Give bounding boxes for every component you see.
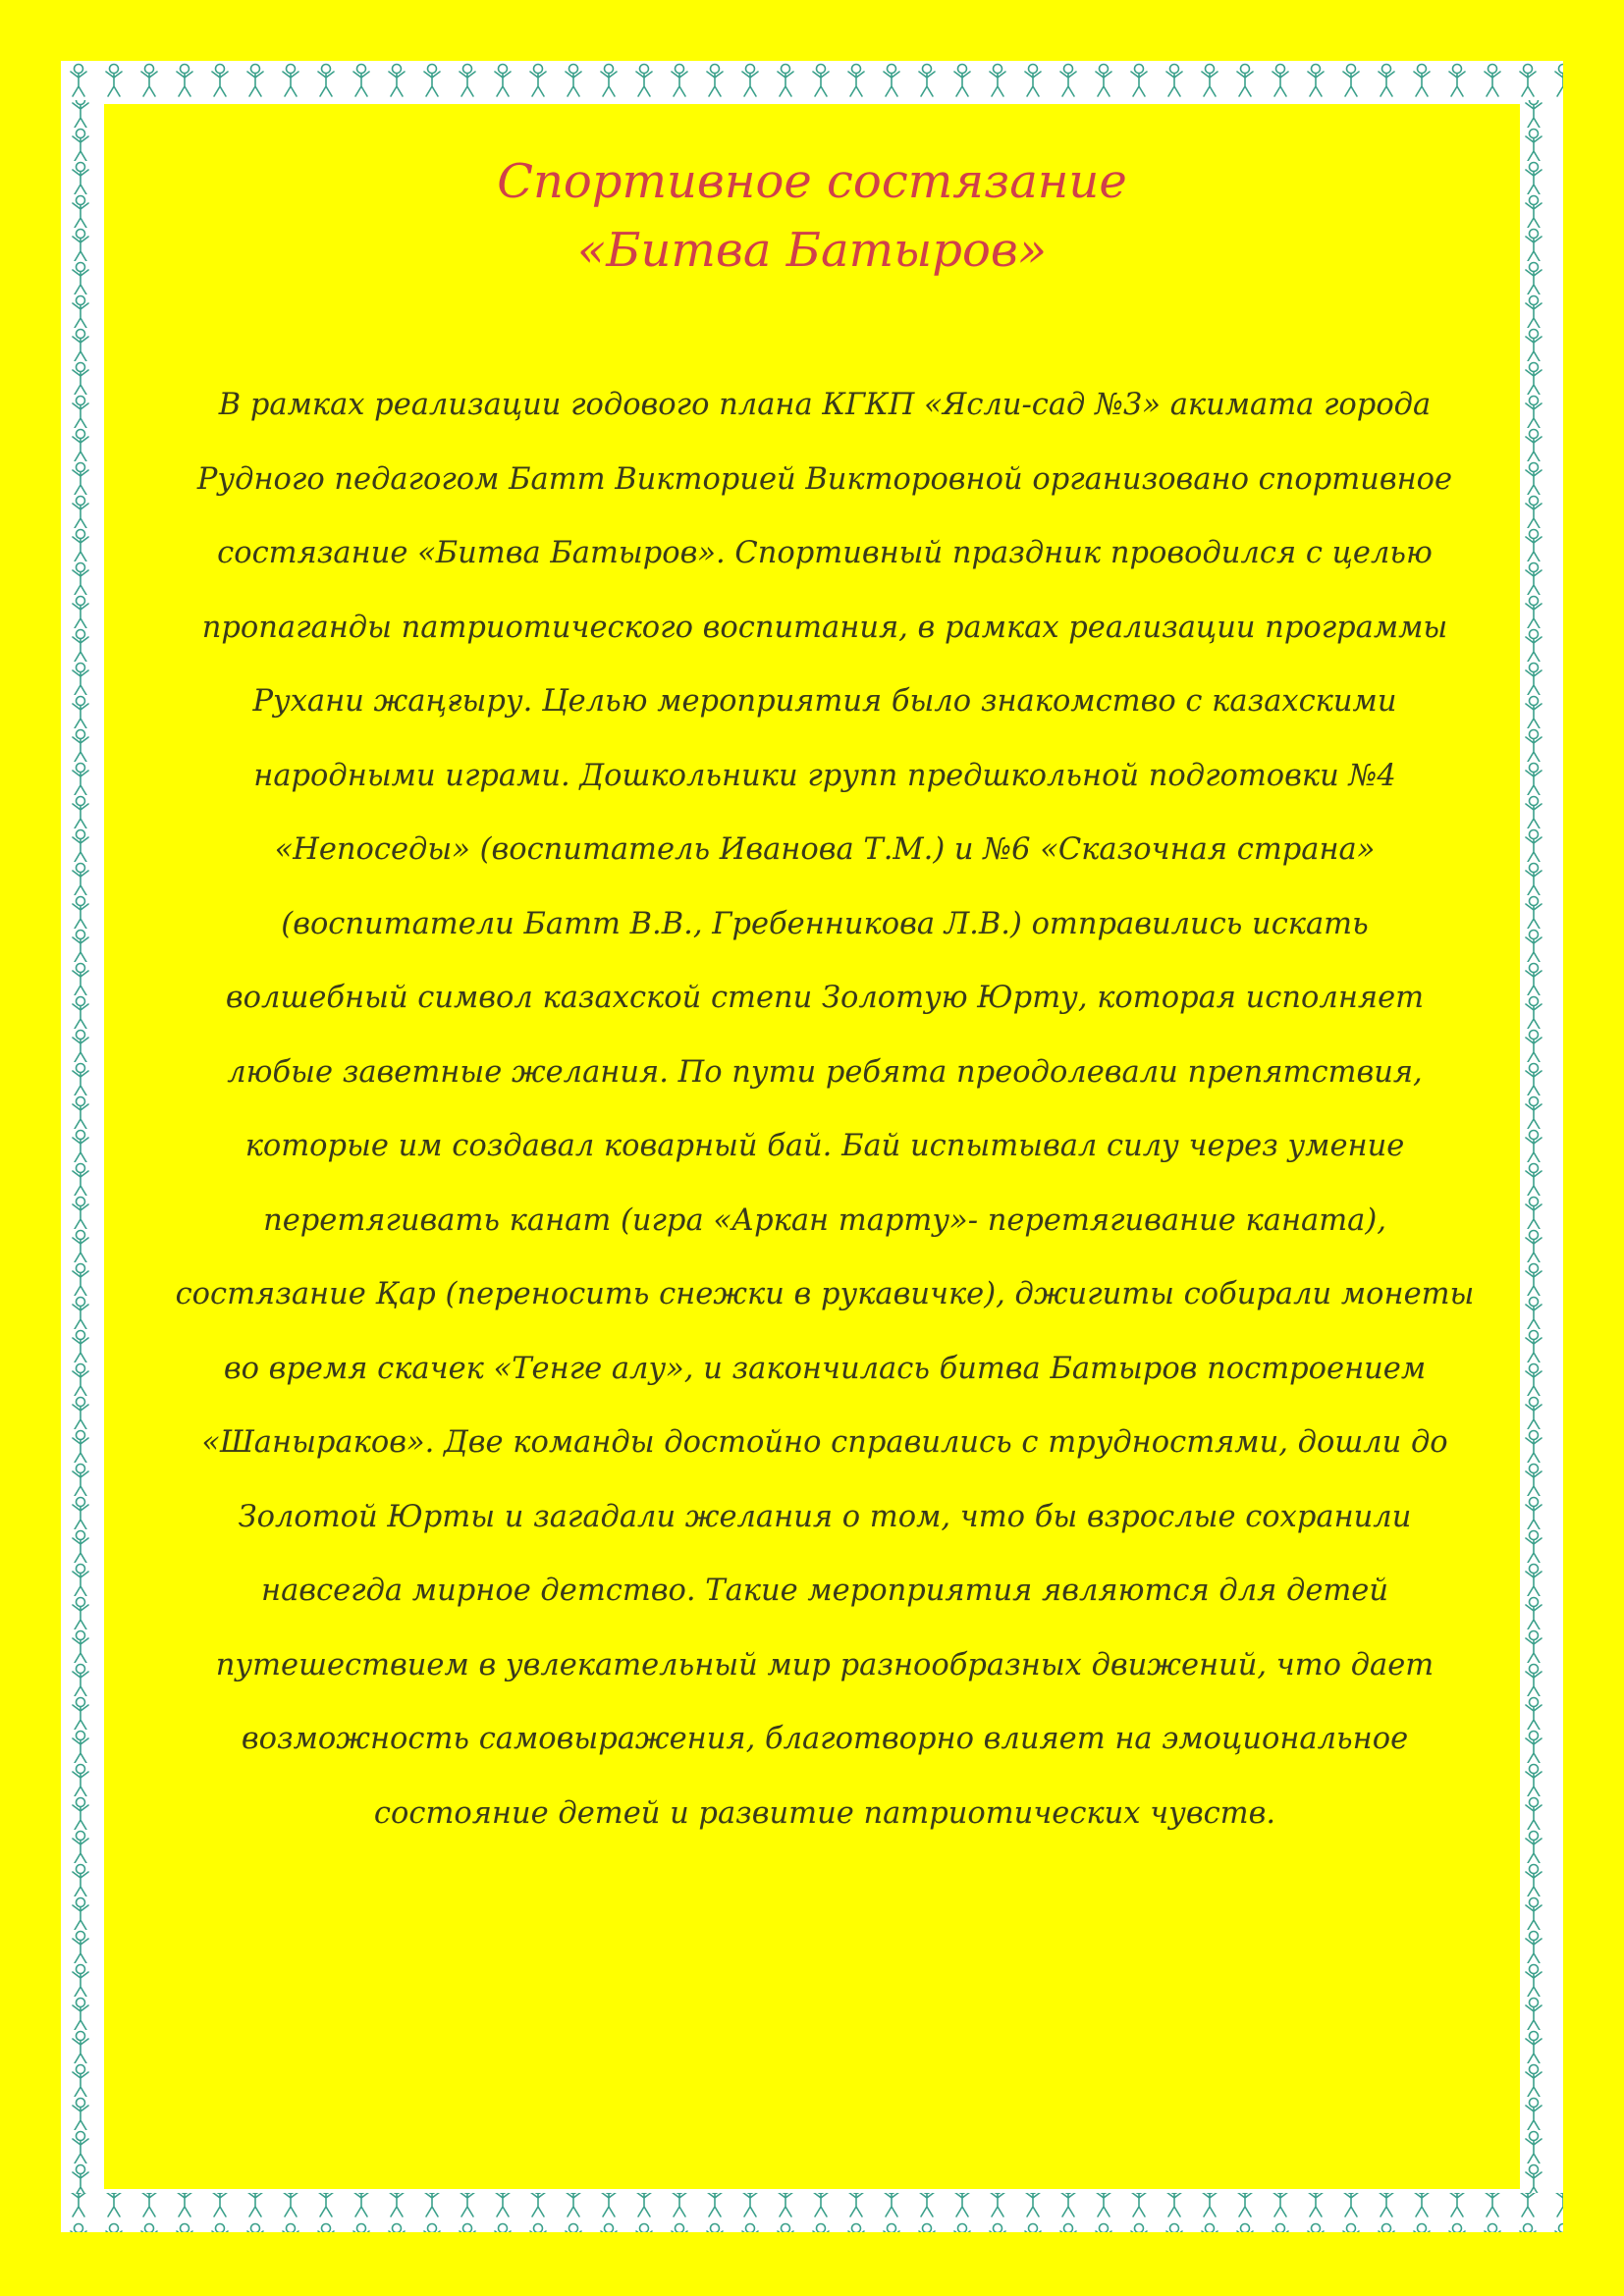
paragraph-line: «Шаныраков». Две команды достойно справились с трудностями, дошли до — [201, 1425, 1448, 1460]
paragraph-line: (воспитатели Батт В.В., Гребенникова Л.В.) отправились искать — [281, 906, 1369, 941]
paragraph-line: состязание Қар (переносить снежки в рукавичке), джигиты собирали монеты — [175, 1277, 1475, 1311]
title-line-1: Спортивное состязание — [497, 154, 1127, 209]
page-title — [0, 147, 1624, 285]
paragraph-line: В рамках реализации годового плана КГКП «Ясли-сад №3» акимата города — [218, 388, 1432, 422]
paragraph-line: состояние детей и развитие патриотических чувств. — [373, 1795, 1276, 1831]
paragraph-line: во время скачек «Тенге алу», и закончилась битва Батыров построением — [223, 1351, 1427, 1386]
paragraph-line: Золотой Юрты и загадали желания о том, что бы взрослые сохранили — [238, 1499, 1412, 1534]
paragraph-line: которые им создавал коварный бай. Бай испытывал силу через умение — [244, 1129, 1405, 1163]
paragraph-line: Рухани жаңғыру. Целью мероприятия было знакомство с казахскими — [252, 684, 1397, 719]
paragraph-line: народными играми. Дошкольники групп предшкольной подготовки №4 — [253, 758, 1396, 793]
body-paragraph — [167, 368, 1483, 1850]
paragraph-line: перетягивать канат (игра «Аркан тарту»- перетягивание каната), — [263, 1202, 1386, 1238]
title-line-2: «Битва Батыров» — [576, 223, 1048, 278]
paragraph-line: волшебный символ казахской степи Золотую Юрту, которая исполняет — [225, 981, 1425, 1015]
paragraph-line: «Непоседы» (воспитатель Иванова Т.М.) и №6 «Сказочная страна» — [274, 832, 1376, 867]
paragraph-line: любые заветные желания. По пути ребята преодолевали препятствия, — [227, 1054, 1423, 1090]
paragraph-line: пропаганды патриотического воспитания, в рамках реализации программы — [201, 610, 1448, 645]
paragraph-line: навсегда мирное детство. Такие мероприятия являются для детей — [261, 1574, 1388, 1608]
paragraph-line: путешествием в увлекательный мир разнообразных движений, что дает — [215, 1647, 1435, 1682]
paragraph-line: состязание «Битва Батыров». Спортивный праздник проводился с целью — [217, 536, 1433, 570]
paragraph-line: Рудного педагогом Батт Викторией Викторовной организовано спортивное — [196, 461, 1453, 497]
paragraph-line: возможность самовыражения, благотворно влияет на эмоциональное — [241, 1722, 1409, 1756]
